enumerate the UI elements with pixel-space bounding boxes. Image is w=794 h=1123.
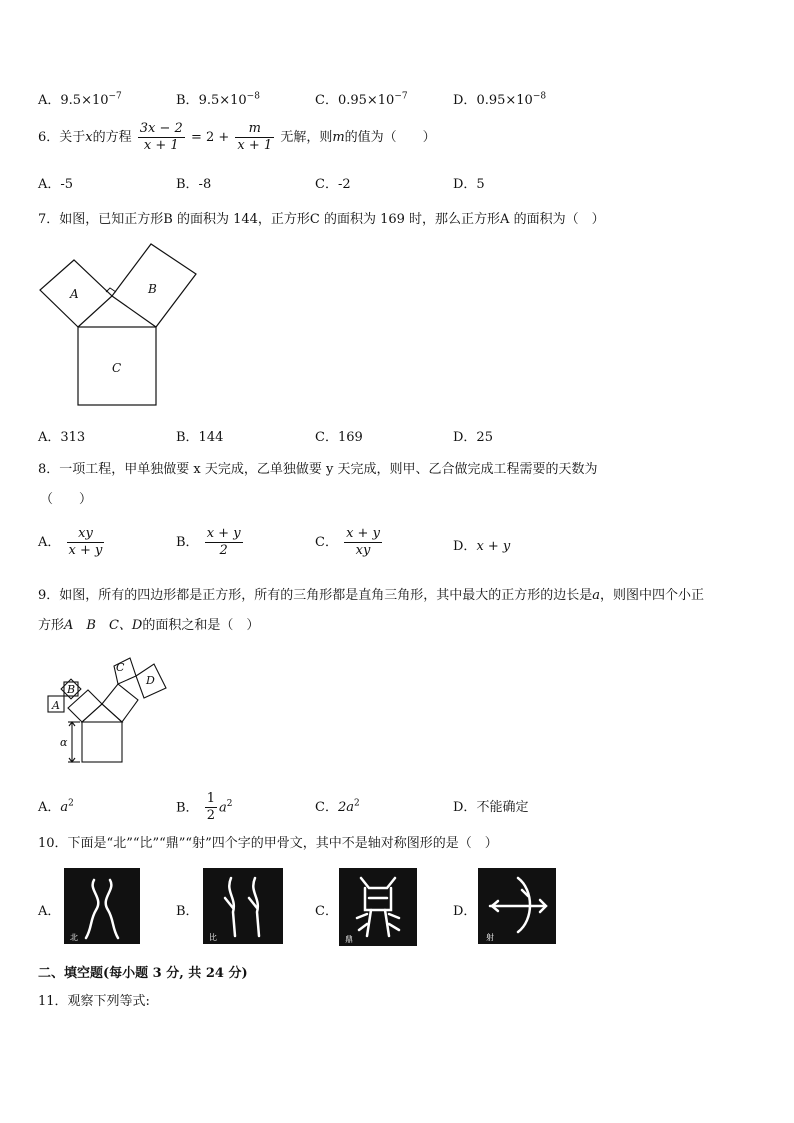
q10-oracle-she-image bbox=[478, 868, 556, 944]
q6-option-d: D．5 bbox=[453, 177, 485, 192]
q10-caption-a: 北 bbox=[70, 933, 78, 942]
q6-stem: 6．关于x的方程 $\frac{3x - 2}{x + 1}$ = 2 + $\frac{m}{x + 1}$ 无解，则m的值为（ ） bbox=[38, 121, 436, 153]
q10-option-a-label: A． bbox=[38, 904, 61, 919]
q7-label-a: A bbox=[70, 287, 79, 301]
q9-option-a: A．$a^2$ bbox=[38, 798, 74, 815]
q10-caption-c: 鼎 bbox=[345, 935, 353, 944]
q9-option-d: D．不能确定 bbox=[453, 800, 529, 815]
q7-option-a: A．313 bbox=[38, 430, 86, 445]
q7-option-b: B．144 bbox=[176, 430, 224, 445]
q9-label-a: A bbox=[52, 699, 60, 712]
q6-fraction-1: $\frac{3x - 2}{x + 1}$ bbox=[139, 121, 183, 153]
q9-stem-line2: 方形A B C、D的面积之和是（ ） bbox=[38, 618, 260, 633]
q11-stem: 11．观察下列等式: bbox=[38, 994, 150, 1009]
q8-option-a: A． $\frac{xy}{x + y}$ bbox=[38, 526, 103, 558]
q8-option-d: D．x + y bbox=[453, 539, 511, 554]
q10-option-d-label: D． bbox=[453, 904, 477, 919]
q9-label-alpha: α bbox=[60, 736, 68, 749]
q7-stem: 7．如图，已知正方形B 的面积为 144，正方形C 的面积为 169 时，那么正方形A 的面积为（ ） bbox=[38, 212, 605, 227]
q9-label-b: B bbox=[67, 683, 76, 696]
q10-oracle-bi-image bbox=[203, 868, 283, 944]
q10-stem: 10．下面是“北”“比”“鼎”“射”四个字的甲骨文，其中不是轴对称图形的是（ ） bbox=[38, 836, 498, 851]
q5-option-a: A．$9.5\times 10^{-7}$ bbox=[38, 91, 122, 108]
q9-figure bbox=[44, 652, 174, 768]
q8-option-c: C． $\frac{x + y}{xy}$ bbox=[315, 526, 380, 558]
q9-big-square bbox=[82, 722, 122, 762]
q7-option-c: C．169 bbox=[315, 430, 363, 445]
q10-oracle-bei-image bbox=[64, 868, 140, 944]
q9-option-b: B． $\frac{1}{2}$ $a^2$ bbox=[176, 791, 233, 824]
q5-option-b: B．$9.5\times 10^{-8}$ bbox=[176, 91, 260, 108]
q6-option-a: A．-5 bbox=[38, 177, 74, 192]
q8-stem-paren: （ ） bbox=[40, 492, 93, 507]
q9-label-c: C bbox=[116, 661, 125, 674]
q10-option-b-label: B． bbox=[176, 904, 199, 919]
q9-stem-line1: 9．如图，所有的四边形都是正方形，所有的三角形都是直角三角形，其中最大的正方形的边长是a，则图中四个小正 bbox=[38, 588, 705, 603]
q6-fraction-2: $\frac{m}{x + 1}$ bbox=[237, 121, 273, 153]
q7-option-d: D．25 bbox=[453, 430, 493, 445]
q7-label-b: B bbox=[148, 282, 157, 296]
q10-caption-b: 比 bbox=[209, 933, 217, 942]
q10-option-c-label: C． bbox=[315, 904, 338, 919]
q9-label-d: D bbox=[146, 674, 155, 687]
q6-option-c: C．-2 bbox=[315, 177, 351, 192]
q7-label-c: C bbox=[112, 361, 122, 375]
q6-option-b: B．-8 bbox=[176, 177, 212, 192]
q10-oracle-ding-image bbox=[339, 868, 417, 946]
section-fill-in-heading: 二、填空题(每小题 3 分, 共 24 分) bbox=[38, 966, 248, 981]
q8-stem: 8．一项工程，甲单独做要 x 天完成，乙单独做要 y 天完成，则甲、乙合做完成工程需要的天数为 bbox=[38, 462, 598, 477]
q10-caption-d: 射 bbox=[486, 933, 494, 942]
q7-figure bbox=[36, 226, 201, 411]
q9-option-c: C．$2a^2$ bbox=[315, 798, 360, 815]
q5-option-d: D．$0.95\times 10^{-8}$ bbox=[453, 91, 547, 108]
q5-option-c: C．$0.95\times 10^{-7}$ bbox=[315, 91, 408, 108]
q8-option-b: B． $\frac{x + y}{2}$ bbox=[176, 526, 241, 558]
